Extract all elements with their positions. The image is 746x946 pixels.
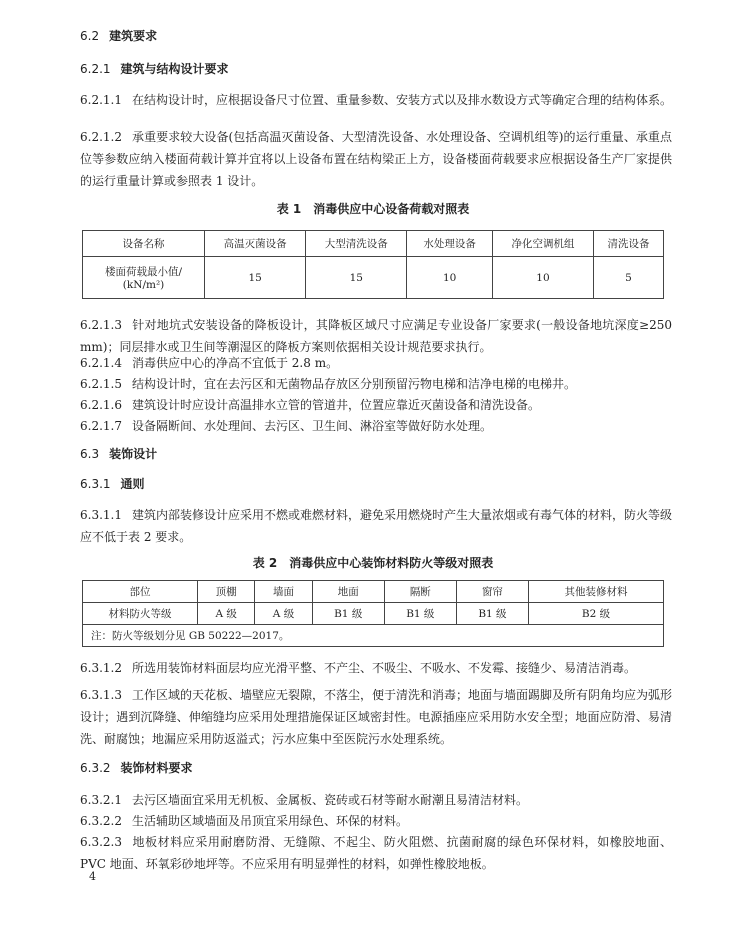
table-header-cell: 顶棚: [198, 581, 255, 603]
clause-text: 生活辅助区域墙面及吊顶宜采用绿色、环保的材料。: [131, 814, 408, 828]
section-heading-6-3-2: [80, 760, 193, 776]
clause-number: 6.3.2.3: [80, 835, 122, 849]
clause-number: 6.2.1.3: [80, 318, 122, 332]
clause-text: 在结构设计时，应根据设备尺寸位置、重量参数、安装方式以及排水数设方式等确定合理的结构体系。: [131, 93, 672, 107]
table-cell: B1 级: [312, 603, 384, 625]
section-heading-6-2: [80, 28, 157, 44]
clause-number: 6.3.2.1: [80, 793, 122, 807]
section-number: 6.2.1: [80, 62, 111, 76]
clause-number: 6.3.1.1: [80, 508, 122, 522]
section-heading-6-3-1: [80, 476, 145, 492]
paragraph-6-2-1-7: [80, 415, 672, 437]
table-row: [83, 603, 664, 625]
row-label-cell: [83, 257, 205, 299]
table-header-row: [83, 581, 664, 603]
section-number: 6.3: [80, 447, 100, 461]
table-cell: A 级: [255, 603, 312, 625]
clause-number: 6.3.1.2: [80, 661, 122, 675]
table-cell: B1 级: [456, 603, 528, 625]
table-cell: B2 级: [529, 603, 664, 625]
paragraph-6-3-1-3: [80, 684, 672, 750]
table-note-row: [83, 625, 664, 647]
clause-number: 6.2.1.7: [80, 419, 122, 433]
clause-text: 消毒供应中心的净高不宜低于 2.8 m。: [131, 356, 339, 370]
section-number: 6.3.1: [80, 477, 111, 491]
paragraph-6-2-1-1: [80, 89, 672, 111]
table-cell: 5: [594, 257, 664, 299]
section-title: 装饰设计: [109, 447, 158, 461]
clause-number: 6.2.1.4: [80, 356, 122, 370]
paragraph-6-2-1-2: [80, 126, 672, 192]
table-note: 注：防火等级划分见 GB 50222—2017。: [83, 625, 664, 647]
table-cell: 15: [306, 257, 407, 299]
clause-number: 6.3.2.2: [80, 814, 122, 828]
table1-caption: 表 1 消毒供应中心设备荷载对照表: [276, 202, 470, 216]
section-number: 6.3.2: [80, 761, 111, 775]
paragraph-6-3-2-1: [80, 789, 672, 811]
table-header-cell: 高温灭菌设备: [205, 231, 306, 257]
clause-text: 承重要求较大设备(包括高温灭菌设备、大型清洗设备、水处理设备、空调机组等)的运行重量、承重点位等参数应纳入楼面荷载计算并宜将以上设备布置在结构梁正上方，设备楼面荷载要求应根据设备生产厂家提供的运行重量计算或参照表 1 设计。: [80, 130, 672, 188]
paragraph-6-2-1-4: [80, 352, 672, 374]
table2-fire-rating: [82, 580, 664, 647]
table-cell: 材料防火等级: [83, 603, 198, 625]
clause-text: 工作区域的天花板、墙壁应无裂隙，不落尘，便于清洗和消毒；地面与墙面踢脚及所有阴角均应为弧形设计；遇到沉降缝、伸缩缝均应采用处理措施保证区域密封性。电源插座应采用防水安全型；地面应防滑、易清洗、耐腐蚀；地漏应采用防返溢式；污水应集中至医院污水处理系统。: [80, 688, 672, 746]
clause-text: 建筑设计时应设计高温排水立管的管道井，位置应靠近灭菌设备和清洗设备。: [131, 398, 540, 412]
section-title: 建筑与结构设计要求: [120, 62, 229, 76]
section-heading-6-2-1: [80, 61, 229, 77]
paragraph-6-2-1-5: [80, 373, 672, 395]
table-header-cell: 水处理设备: [407, 231, 493, 257]
table-header-cell: 设备名称: [83, 231, 205, 257]
clause-number: 6.2.1.2: [80, 130, 122, 144]
section-title: 通则: [120, 477, 145, 491]
clause-text: 建筑内部装修设计应采用不燃或难燃材料，避免采用燃烧时产生大量浓烟或有毒气体的材料，防火等级应不低于表 2 要求。: [80, 508, 672, 544]
table-cell: A 级: [198, 603, 255, 625]
table-row: [83, 257, 664, 299]
paragraph-6-3-2-2: [80, 810, 672, 832]
paragraph-6-3-2-3: [80, 831, 672, 875]
table-header-cell: 部位: [83, 581, 198, 603]
table-cell: B1 级: [384, 603, 456, 625]
clause-text: 去污区墙面宜采用无机板、金属板、瓷砖或石材等耐水耐潮且易清洁材料。: [131, 793, 528, 807]
clause-text: 所选用装饰材料面层均应光滑平整、不产尘、不吸尘、不吸水、不发霉、接缝少、易清洁消毒。: [131, 661, 636, 675]
clause-text: 结构设计时，宜在去污区和无菌物品存放区分别预留污物电梯和洁净电梯的电梯井。: [131, 377, 576, 391]
table1-equipment-load: [82, 230, 664, 299]
clause-number: 6.2.1.5: [80, 377, 122, 391]
table-header-cell: 其他装修材料: [529, 581, 664, 603]
table-cell: 10: [492, 257, 593, 299]
row-label-line: 楼面荷载最小值/: [105, 266, 183, 278]
clause-number: 6.2.1.1: [80, 93, 122, 107]
section-heading-6-3: [80, 446, 157, 462]
clause-number: 6.3.1.3: [80, 688, 122, 702]
table-header-cell: 隔断: [384, 581, 456, 603]
clause-number: 6.2.1.6: [80, 398, 122, 412]
table2-caption: 表 2 消毒供应中心装饰材料防火等级对照表: [252, 556, 494, 570]
paragraph-6-3-1-1: [80, 504, 672, 548]
section-title: 建筑要求: [109, 29, 158, 43]
clause-text: 针对地坑式安装设备的降板设计，其降板区域尺寸应满足专业设备厂家要求(一般设备地坑深度≥250 mm)；同层排水或卫生间等潮湿区的降板方案则依据相关设计规范要求执行。: [80, 318, 672, 354]
table-header-cell: 地面: [312, 581, 384, 603]
table-cell: 15: [205, 257, 306, 299]
table-header-cell: 清洗设备: [594, 231, 664, 257]
section-number: 6.2: [80, 29, 100, 43]
table-header-cell: 大型清洗设备: [306, 231, 407, 257]
paragraph-6-2-1-6: [80, 394, 672, 416]
clause-text: 地板材料应采用耐磨防滑、无缝隙、不起尘、防火阻燃、抗菌耐腐的绿色环保材料，如橡胶地面、PVC 地面、环氧彩砂地坪等。不应采用有明显弹性的材料，如弹性橡胶地板。: [80, 835, 672, 871]
clause-text: 设备隔断间、水处理间、去污区、卫生间、淋浴室等做好防水处理。: [131, 419, 492, 433]
table-cell: 10: [407, 257, 493, 299]
table-header-row: [83, 231, 664, 257]
page-number: 4: [89, 870, 96, 883]
paragraph-6-3-1-2: [80, 657, 672, 679]
table-header-cell: 墙面: [255, 581, 312, 603]
table-header-cell: 窗帘: [456, 581, 528, 603]
row-label-unit: (kN/m²): [122, 279, 165, 291]
table-header-cell: 净化空调机组: [492, 231, 593, 257]
section-title: 装饰材料要求: [120, 761, 193, 775]
